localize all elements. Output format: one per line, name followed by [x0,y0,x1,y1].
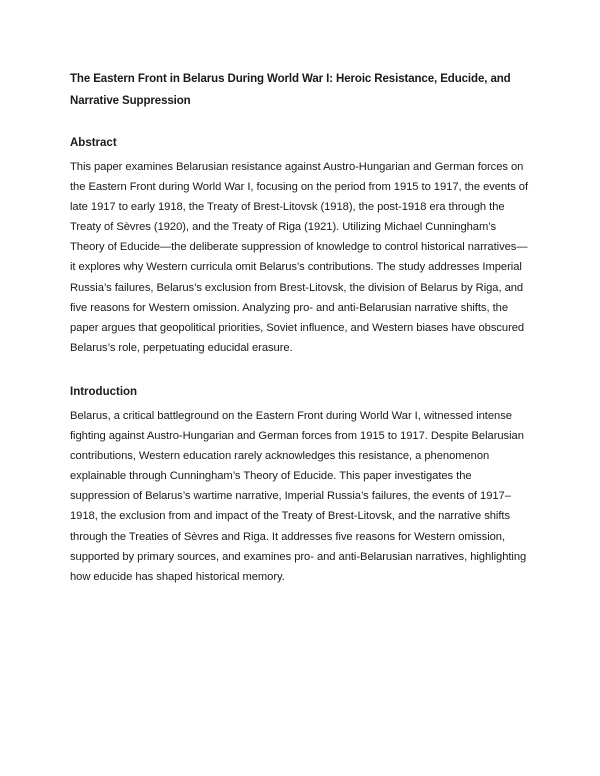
introduction-heading: Introduction [70,385,138,398]
document-title: The Eastern Front in Belarus During World War I: Heroic Resistance, Educide, and Narrative Suppression [70,73,511,107]
abstract-paragraph: This paper examines Belarusian resistance against Austro-Hungarian and German forces on the Eastern Front during World War I, focusing on the period from 1915 to 1917, the events of late 1917 to early 1918, the Treaty of Brest-Litovsk (1918), the post-1918 era through the Treaty of Sèvres (1920), and the Treaty of Riga (1921). Utilizing Michael Cunningham’s Theory of Educide—the deliberate suppression of knowledge to control historical narratives—it explores why Western curricula omit Belarus’s contributions. The study addresses Imperial Russia’s failures, Belarus’s exclusion from Brest-Litovsk, the division of Belarus by Riga, and five reasons for Western omission. Analyzing pro- and anti-Belarusian narrative shifts, the paper argues that geopolitical priorities, Soviet influence, and Western biases have obscured Belarus’s role, perpetuating educidal erasure. [70,161,529,354]
abstract-heading: Abstract [70,137,117,149]
introduction-paragraph: Belarus, a critical battleground on the Eastern Front during World War I, witnessed intense fighting against Austro-Hungarian and German forces from 1915 to 1917. Despite Belarusian contributions, Western education rarely acknowledges this resistance, a phenomenon explainable through Cunningham’s Theory of Educide. This paper investigates the suppression of Belarus’s wartime narrative, Imperial Russia’s failures, the events of 1917–1918, the exclusion from and impact of the Treaty of Brest-Litovsk, and the narrative shifts through the Treaties of Sèvres and Riga. It addresses five reasons for Western omission, supported by primary sources, and examines pro- and anti-Belarusian narratives, highlighting how educide has shaped historical memory. [70,409,527,583]
document-content [70,68,532,587]
